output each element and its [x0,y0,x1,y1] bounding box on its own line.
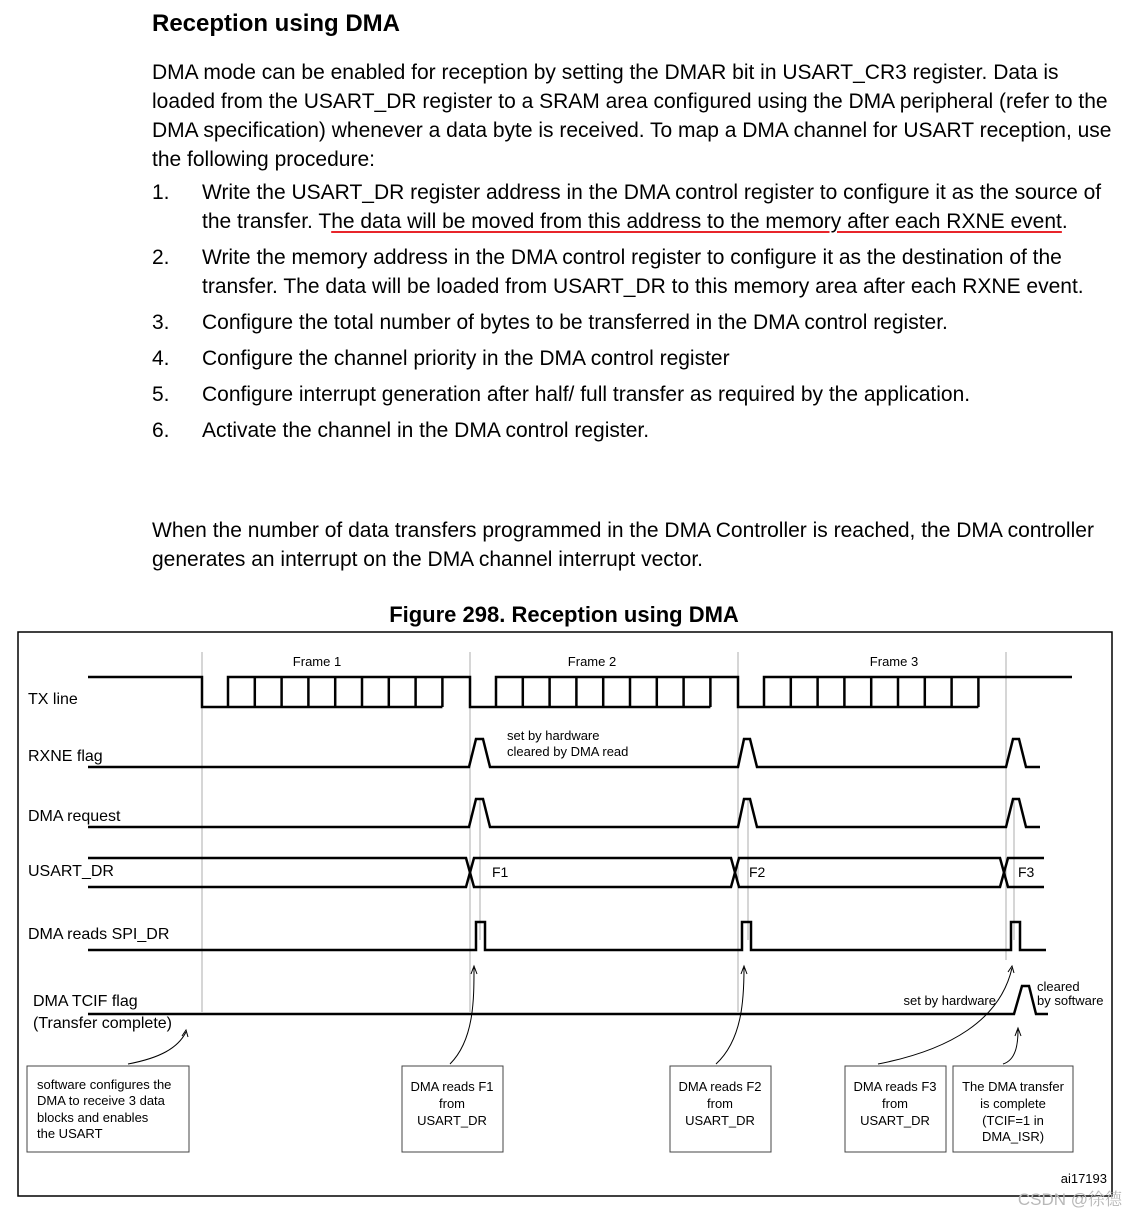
svg-text:USART_DR: USART_DR [685,1113,755,1128]
frame-label: Frame 3 [869,654,919,669]
frame-label: Frame 2 [567,654,617,669]
dr-value: F3 [1018,864,1035,880]
svg-text:the USART: the USART [37,1126,103,1141]
frame-label: Frame 1 [292,654,342,669]
figure-title: Figure 298. Reception using DMA [389,602,739,627]
svg-text:software configures the: software configures the [37,1077,172,1092]
usart-dr-bus [88,858,1044,887]
list-item: 5. Configure interrupt generation after half/ full transfer as required by the application. [152,383,971,406]
list-item: 3. Configure the total number of bytes to be transferred in the DMA control register. [152,311,948,334]
signal-label-usart-dr: USART_DR [28,863,114,880]
svg-text:DMA_ISR): DMA_ISR) [981,1129,1045,1144]
callout-box [27,1066,189,1152]
rxne-annotation: set by hardware [507,728,600,743]
intro-paragraph: DMA mode can be enabled for reception by setting the DMAR bit in USART_CR3 register. Data is loaded from the USART_DR register to a SRAM area configured using the DMA peripheral (refer to the DMA specification) whenever a data byte is received. To map a DMA channel for USART reception, use the following procedure: [152,61,1112,171]
callout-box [402,1066,503,1152]
list-item: 6. Activate the channel in the DMA control register. [152,419,650,442]
list-item: 1. Write the USART_DR register address in the DMA control register to configure it as the source of the transfer. The data will be moved from this address to the memory after each RXNE event. [152,181,1102,233]
figure-code: ai17193 [1060,1171,1107,1186]
svg-text:is complete: is complete [980,1096,1046,1111]
callout-box [953,1066,1073,1152]
signal-label-dma-reads: DMA reads SPI_DR [28,926,170,943]
signal-label-tcif: DMA TCIF flag [33,993,138,1010]
tx-frames-path [88,677,1072,707]
svg-text:USART_DR: USART_DR [417,1113,487,1128]
section-heading: Reception using DMA [152,10,401,37]
signal-label-tcif-sub: (Transfer complete) [33,1015,172,1032]
svg-text:DMA reads F3: DMA reads F3 [853,1079,937,1094]
tcif-set-annotation: set by hardware [903,993,996,1008]
list-item: 2. Write the memory address in the DMA control register to configure it as the destination of the transfer. The data will be loaded from USART_DR to this memory area after each RXNE event. [152,246,1084,298]
list-item: 4. Configure the channel priority in the DMA control register [152,347,730,370]
closing-paragraph: When the number of data transfers programmed in the DMA Controller is reached, the DMA controller generates an interrupt on the DMA channel interrupt vector. [152,519,1094,571]
dma-reads-waveform [88,922,1046,950]
rxne-annotation: cleared by DMA read [507,744,629,759]
watermark: CSDN @徐德 [1017,1190,1122,1209]
svg-text:DMA reads F2: DMA reads F2 [678,1079,762,1094]
svg-text:from: from [439,1096,465,1111]
svg-text:from: from [707,1096,733,1111]
signal-label-dma-request: DMA request [28,808,121,825]
svg-text:USART_DR: USART_DR [860,1113,930,1128]
callout-box [845,1066,946,1152]
svg-text:The DMA transfer: The DMA transfer [962,1079,1064,1094]
svg-text:DMA reads F1: DMA reads F1 [410,1079,494,1094]
dma-request-waveform [88,799,1040,827]
callout-box [670,1066,771,1152]
dr-value: F1 [492,864,509,880]
tx-waveform [88,677,1072,707]
dr-value: F2 [749,864,766,880]
svg-text:(TCIF=1 in: (TCIF=1 in [982,1113,1044,1128]
signal-label-tx: TX line [28,691,78,708]
svg-text:blocks and enables: blocks and enables [37,1110,149,1125]
signal-label-rxne: RXNE flag [28,748,103,765]
tcif-clear-annotation: by software [1037,993,1104,1008]
svg-text:DMA to receive 3 data: DMA to receive 3 data [37,1093,165,1108]
underlined-text: he data will be moved from this address to the memory after each RXNE event [331,210,1062,233]
tcif-clear-annotation: cleared [1037,979,1080,994]
svg-text:from: from [882,1096,908,1111]
